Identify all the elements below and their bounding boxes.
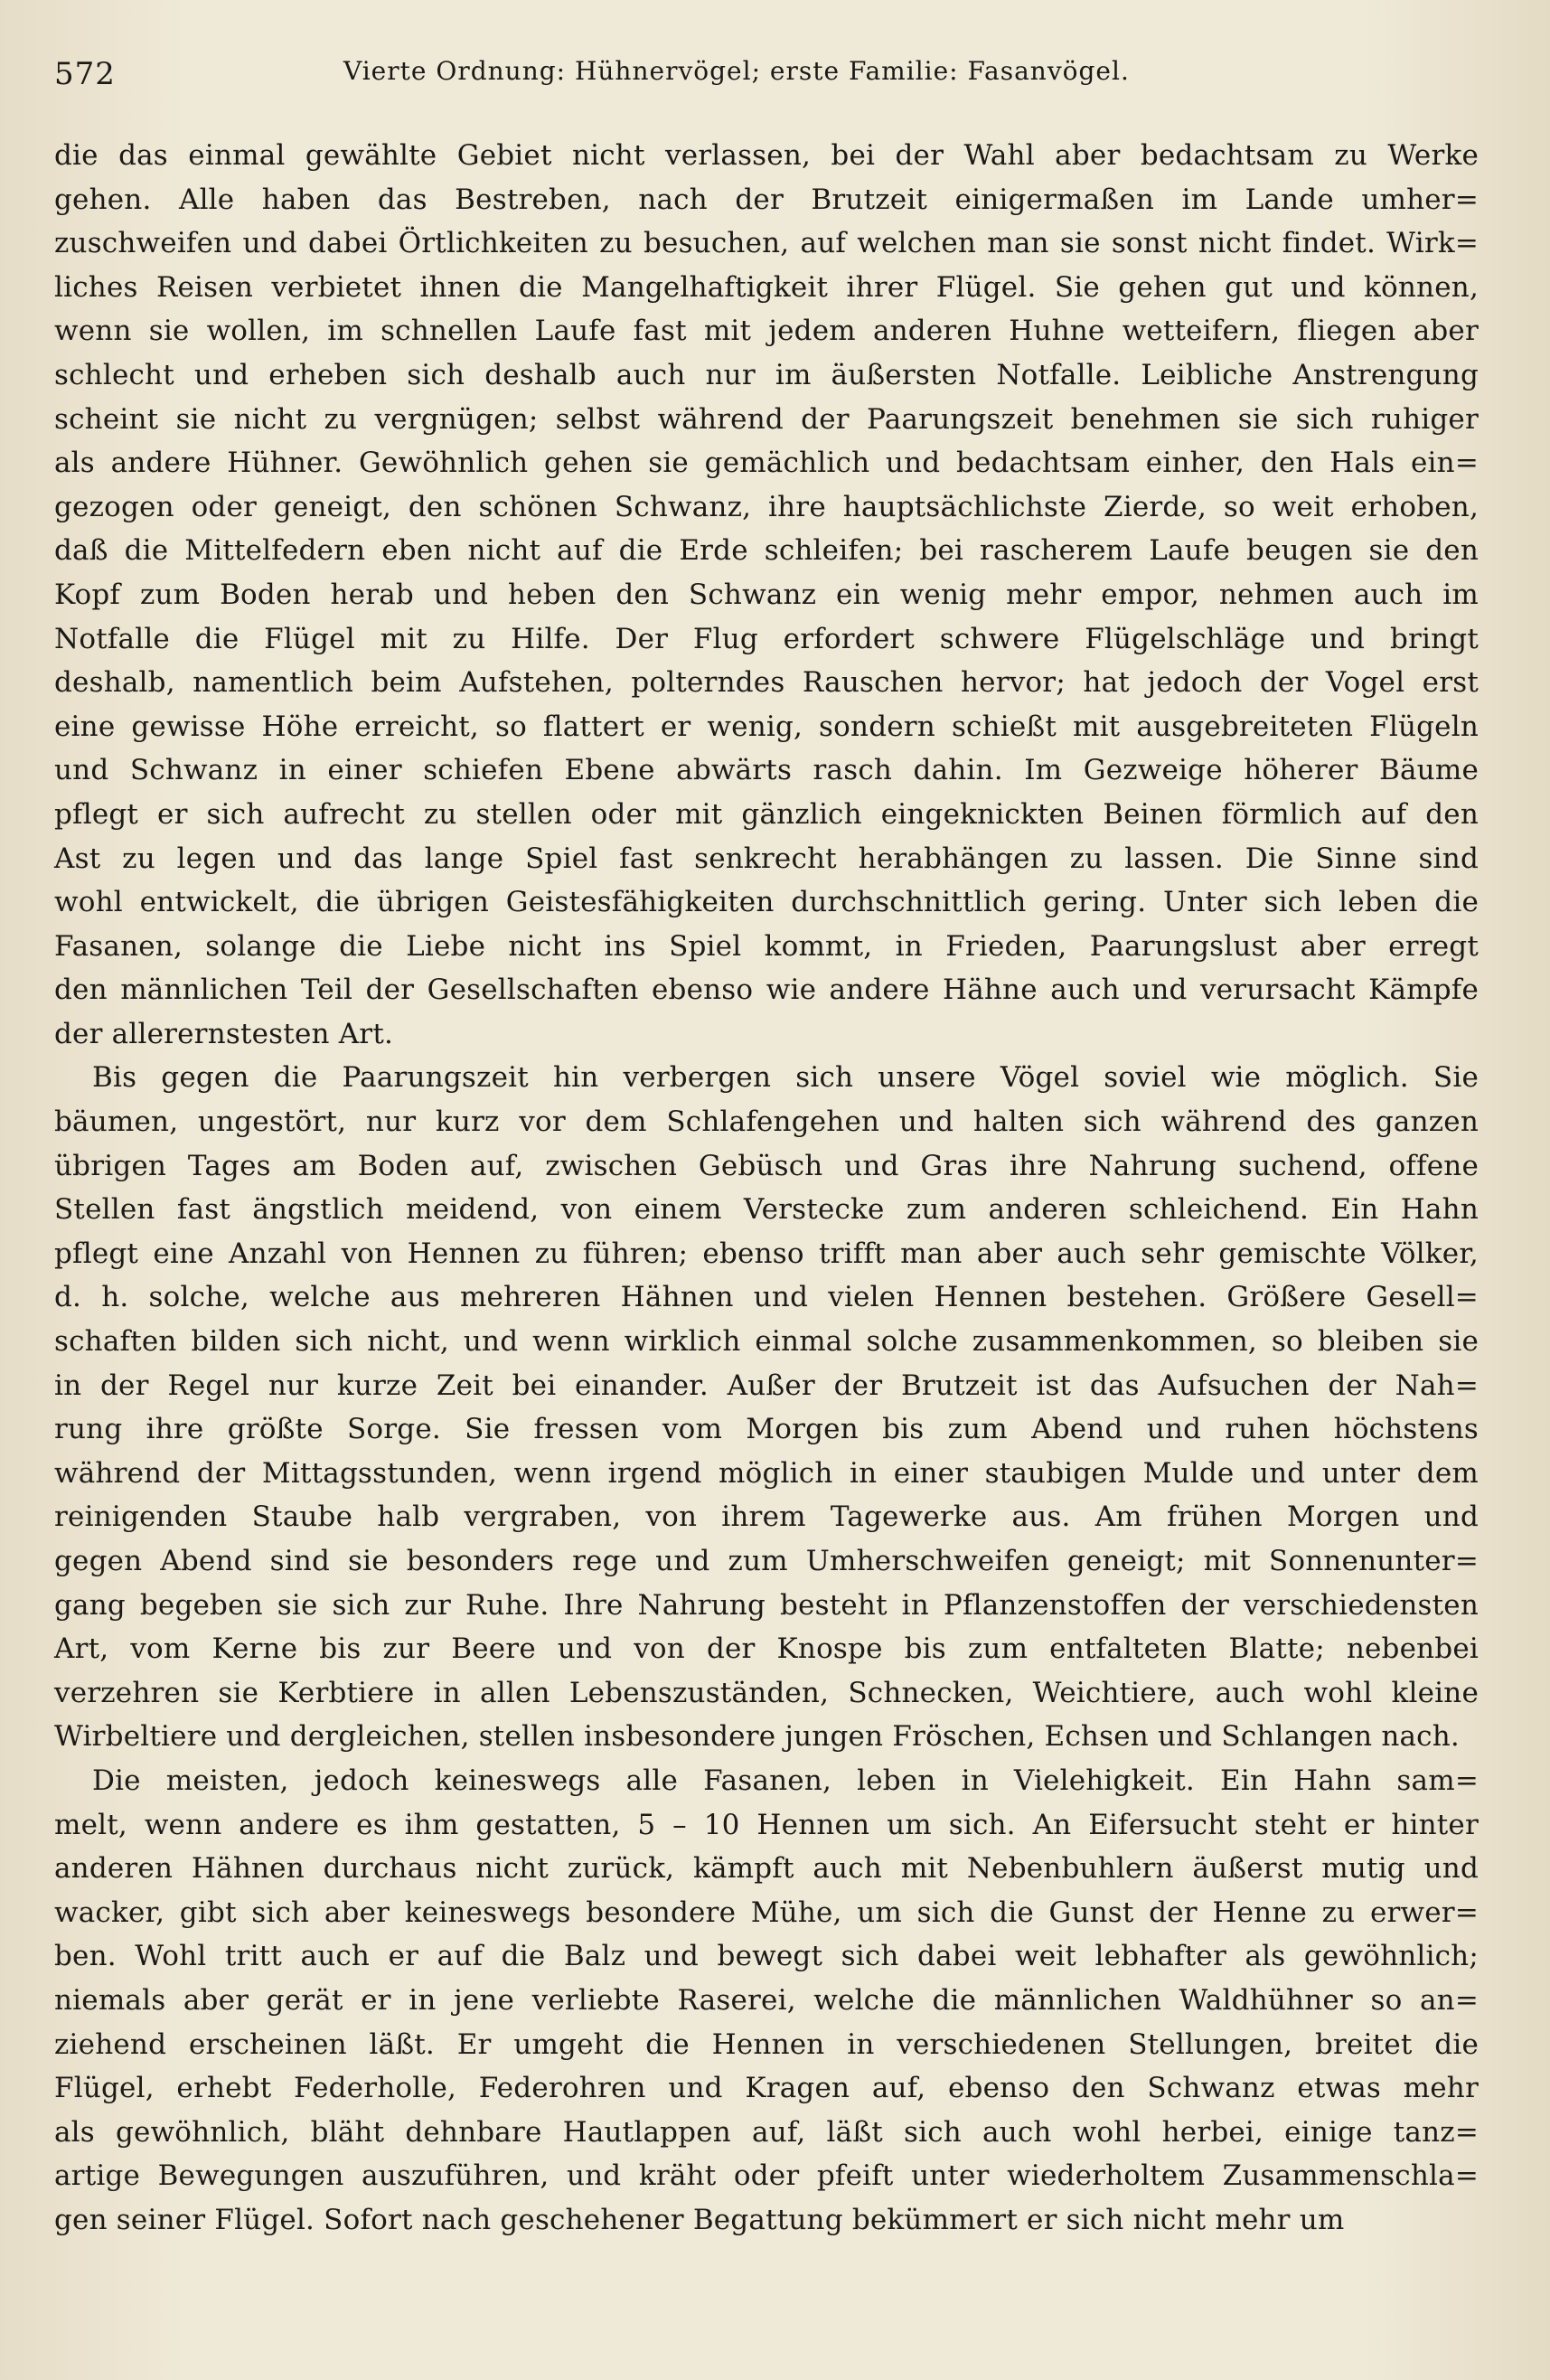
text-line: artige Bewegungen auszuführen, und kräht oder pfeift unter wiederholtem Zusammenschla=: [54, 2159, 1479, 2193]
page-number: 572: [54, 56, 116, 92]
text-line: übrigen Tages am Boden auf, zwischen Gebüsch und Gras ihre Nahrung suchend, offene: [54, 1149, 1479, 1182]
paragraph: [54, 1056, 1479, 1759]
text-line: scheint sie nicht zu vergnügen; selbst während der Paarungszeit benehmen sie sich ruhiger: [54, 402, 1479, 436]
text-line: anderen Hähnen durchaus nicht zurück, kämpft auch mit Nebenbuhlern äußerst mutig und: [54, 1852, 1479, 1886]
body-text: [54, 134, 1479, 2243]
paragraph: [54, 134, 1479, 1056]
text-line: Flügel, erhebt Federholle, Federohren und Kragen auf, ebenso den Schwanz etwas mehr: [54, 2072, 1479, 2105]
text-line: der allerernstesten Art.: [54, 1017, 394, 1050]
text-line: gen seiner Flügel. Sofort nach geschehener Begattung bekümmert er sich nicht mehr um: [54, 2203, 1345, 2236]
text-line: eine gewisse Höhe erreicht, so flattert er wenig, sondern schießt mit ausgebreiteten Flügeln: [54, 710, 1479, 743]
text-line: daß die Mittelfedern eben nicht auf die Erde schleifen; bei rascherem Laufe beugen sie den: [54, 534, 1479, 568]
text-line: niemals aber gerät er in jene verliebte Raserei, welche die männlichen Waldhühner so an=: [54, 1983, 1479, 2017]
text-line: Stellen fast ängstlich meidend, von einem Verstecke zum anderen schleichend. Ein Hahn: [54, 1193, 1479, 1227]
text-line: Art, vom Kerne bis zur Beere und von der Knospe bis zum entfalteten Blatte; nebenbei: [54, 1632, 1479, 1666]
text-line: Notfalle die Flügel mit zu Hilfe. Der Flug erfordert schwere Flügelschläge und bringt: [54, 622, 1479, 655]
text-line: Die meisten, jedoch keineswegs alle Fasanen, leben in Vielehigkeit. Ein Hahn sam=: [92, 1764, 1479, 1797]
text-line: Wirbeltiere und dergleichen, stellen insbesondere jungen Fröschen, Echsen und Schlangen nach.: [54, 1720, 1460, 1754]
text-line: wohl entwickelt, die übrigen Geistesfähigkeiten durchschnittlich gering. Unter sich leben die: [54, 886, 1479, 919]
text-line: deshalb, namentlich beim Aufstehen, polterndes Rauschen hervor; hat jedoch der Vogel erst: [54, 666, 1479, 700]
text-line: Kopf zum Boden herab und heben den Schwanz ein wenig mehr empor, nehmen auch im: [54, 578, 1479, 611]
text-line: ben. Wohl tritt auch er auf die Balz und bewegt sich dabei weit lebhafter als gewöhnlich;: [54, 1940, 1479, 1973]
text-line: melt, wenn andere es ihm gestatten, 5 – 10 Hennen um sich. An Eifersucht steht er hinter: [54, 1808, 1479, 1841]
text-line: pflegt er sich aufrecht zu stellen oder mit gänzlich eingeknickten Beinen förmlich auf den: [54, 797, 1479, 831]
text-line: gezogen oder geneigt, den schönen Schwanz, ihre hauptsächlichste Zierde, so weit erhoben,: [54, 490, 1479, 523]
text-line: zuschweifen und dabei Örtlichkeiten zu besuchen, auf welchen man sie sonst nicht findet. Wirk=: [54, 227, 1479, 260]
text-line: den männlichen Teil der Gesellschaften ebenso wie andere Hähne auch und verursacht Kämpfe: [54, 974, 1479, 1007]
text-line: ziehend erscheinen läßt. Er umgeht die Hennen in verschiedenen Stellungen, breitet die: [54, 2027, 1479, 2061]
text-line: reinigenden Staube halb vergraben, von ihrem Tagewerke aus. Am frühen Morgen und: [54, 1500, 1479, 1534]
text-line: die das einmal gewählte Gebiet nicht verlassen, bei der Wahl aber bedachtsam zu Werke: [54, 139, 1479, 172]
text-line: verzehren sie Kerbtiere in allen Lebenszuständen, Schnecken, Weichtiere, auch wohl kleine: [54, 1676, 1479, 1709]
text-line: wenn sie wollen, im schnellen Laufe fast mit jedem anderen Huhne wetteifern, fliegen aber: [54, 315, 1479, 348]
text-line: wacker, gibt sich aber keineswegs besondere Mühe, um sich die Gunst der Henne zu erwer=: [54, 1896, 1479, 1929]
text-line: während der Mittagsstunden, wenn irgend möglich in einer staubigen Mulde und unter dem: [54, 1456, 1479, 1490]
text-line: schlecht und erheben sich deshalb auch nur im äußersten Notfalle. Leibliche Anstrengung: [54, 358, 1479, 391]
text-line: rung ihre größte Sorge. Sie fressen vom Morgen bis zum Abend und ruhen höchstens: [54, 1413, 1479, 1446]
running-head: Vierte Ordnung: Hühnervögel; erste Familie: Fasanvögel.: [343, 56, 1130, 86]
text-line: Fasanen, solange die Liebe nicht ins Spiel kommt, in Frieden, Paarungslust aber erregt: [54, 929, 1479, 963]
text-line: Bis gegen die Paarungszeit hin verbergen sich unsere Vögel soviel wie möglich. Sie: [92, 1061, 1479, 1095]
text-line: Ast zu legen und das lange Spiel fast senkrecht herabhängen zu lassen. Die Sinne sind: [54, 842, 1479, 875]
text-line: gang begeben sie sich zur Ruhe. Ihre Nahrung besteht in Pflanzenstoffen der verschiedensten: [54, 1588, 1479, 1622]
text-line: als andere Hühner. Gewöhnlich gehen sie gemächlich und bedachtsam einher, den Hals ein=: [54, 447, 1479, 480]
text-line: bäumen, ungestört, nur kurz vor dem Schlafengehen und halten sich während des ganzen: [54, 1105, 1479, 1139]
text-line: d. h. solche, welche aus mehreren Hähnen und vielen Hennen bestehen. Größere Gesell=: [54, 1281, 1479, 1314]
page-header: [54, 56, 1482, 110]
text-line: in der Regel nur kurze Zeit bei einander. Außer der Brutzeit ist das Aufsuchen der Nah=: [54, 1369, 1479, 1402]
paragraph: [54, 1759, 1479, 2243]
text-line: gehen. Alle haben das Bestreben, nach der Brutzeit einigermaßen im Lande umher=: [54, 183, 1479, 216]
text-line: gegen Abend sind sie besonders rege und zum Umherschweifen geneigt; mit Sonnenunter=: [54, 1545, 1479, 1577]
text-line: als gewöhnlich, bläht dehnbare Hautlappen auf, läßt sich auch wohl herbei, einige tanz=: [54, 2115, 1479, 2149]
text-line: und Schwanz in einer schiefen Ebene abwärts rasch dahin. Im Gezweige höherer Bäume: [54, 754, 1479, 787]
text-line: schaften bilden sich nicht, und wenn wirklich einmal solche zusammenkommen, so bleiben sie: [54, 1325, 1479, 1359]
text-line: liches Reisen verbietet ihnen die Mangelhaftigkeit ihrer Flügel. Sie gehen gut und können,: [54, 270, 1479, 304]
text-line: pflegt eine Anzahl von Hennen zu führen; ebenso trifft man aber auch sehr gemischte Völker,: [54, 1237, 1479, 1270]
